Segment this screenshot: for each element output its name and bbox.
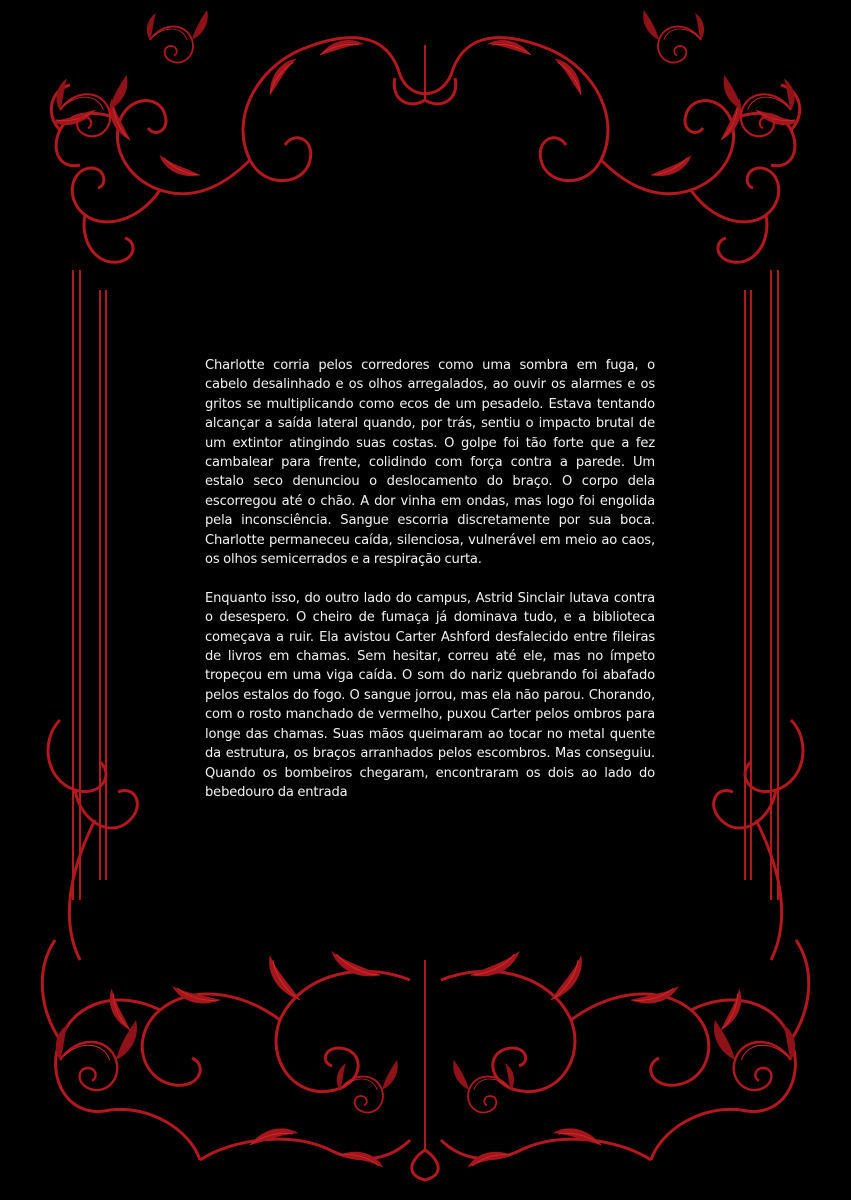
story-text xyxy=(205,356,655,802)
paragraph-2: Enquanto isso, do outro lado do campus, Astrid Sinclair lutava contra o desespero. O cheiro de fumaça já dominava tudo, e a biblioteca começava a ruir. Ela avistou Carter Ashford desfalecido entre fileiras de livros em chamas. Sem hesitar, correu até ele, mas no ímpeto tropeçou em uma viga caída. O som do nariz quebrando foi abafado pelos estalos do fogo. O sangue jorrou, mas ela não parou. Chorando, com o rosto manchado de vermelho, puxou Carter pelos ombros para longe das chamas. Suas mãos queimaram ao tocar no metal quente da estrutura, os braços arranhados pelos escombros. Mas conseguiu. Quando os bombeiros chegaram, encontraram os dois ao lado do bebedouro da entrada xyxy=(205,590,655,800)
bottom-ornament xyxy=(42,940,808,1180)
paragraph-1: Charlotte corria pelos corredores como uma sombra em fuga, o cabelo desalinhado e os olhos arregalados, ao ouvir os alarmes e os gritos se multiplicando como ecos de um pesadelo. Estava tentando alcançar a saída lateral quando, por trás, sentiu o impacto brutal de um extintor atingindo suas costas. O golpe foi tão forte que a fez cambalear para frente, colidindo com força contra a parede. Um estalo seco denunciou o deslocamento do braço. O corpo dela escorregou até o chão. A dor vinha em ondas, mas logo foi engolida pela inconsciência. Sangue escorria discretamente por sua boca. Charlotte permaneceu caída, silenciosa, vulnerável em meio ao caos, os olhos semicerrados e a respiração curta. xyxy=(205,358,655,568)
top-ornament xyxy=(51,38,799,263)
left-rails xyxy=(73,270,106,900)
right-rails xyxy=(745,270,778,900)
